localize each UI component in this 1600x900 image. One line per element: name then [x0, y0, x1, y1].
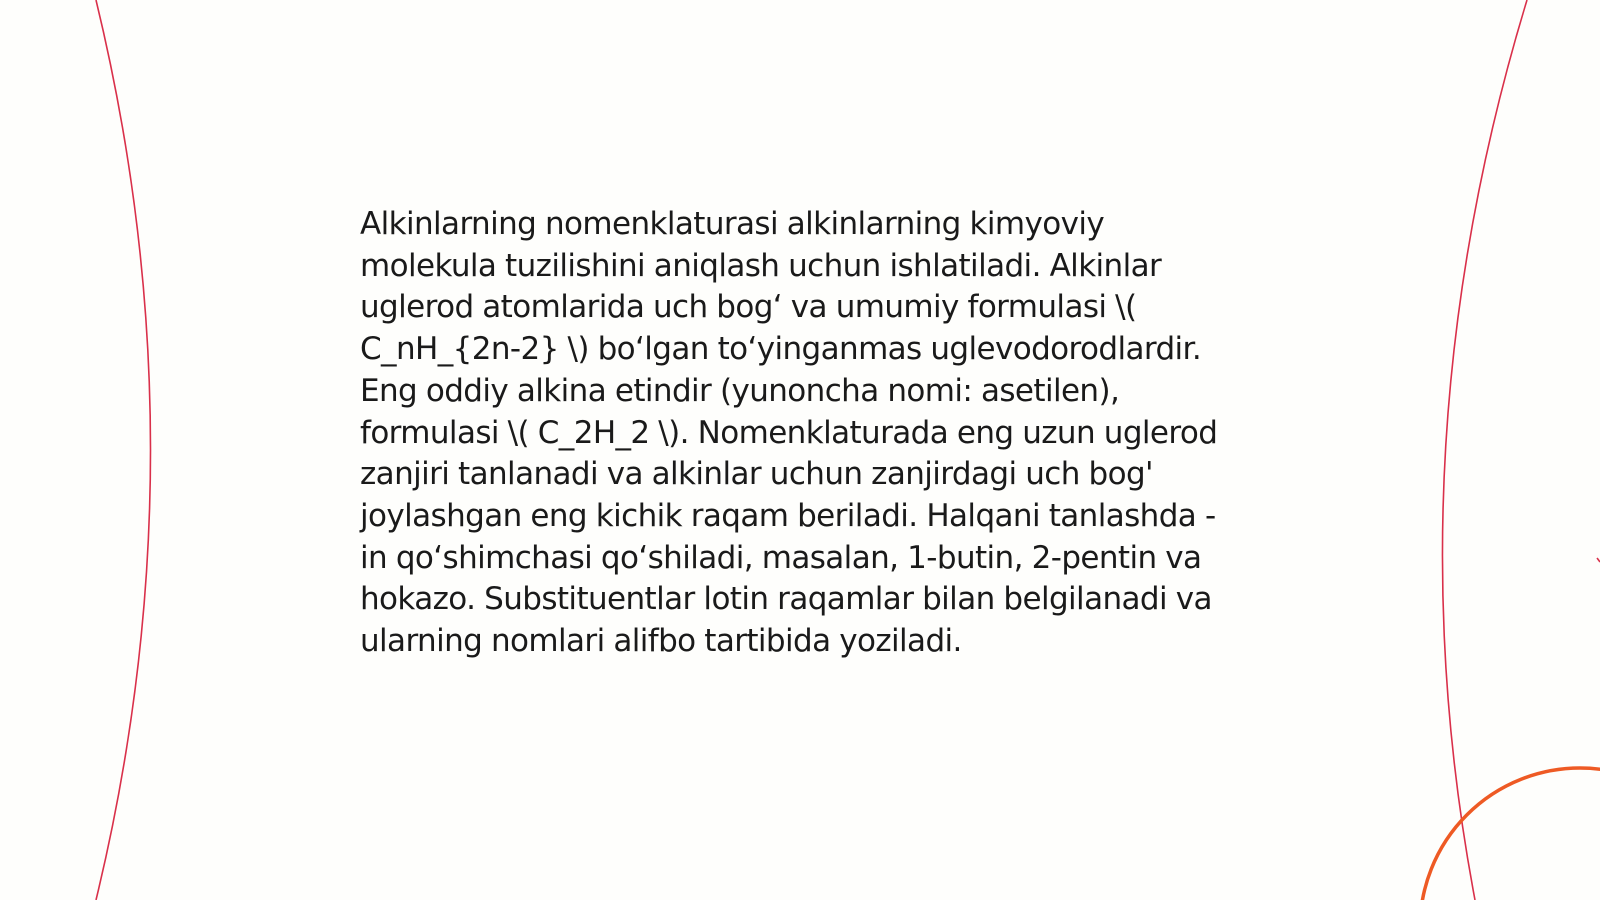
slide-body-text: Alkinlarning nomenklaturasi alkinlarning kimyoviy molekula tuzilishini aniqlash uchun ishlatiladi. Alkinlar uglerod atomlarida uch bog‘ va umumiy formulasi \( C_nH_{2n-2} \) bo‘lgan to‘yinganmas uglevodorodlardir. Eng oddiy alkina etindir (yunoncha nomi: asetilen), formulasi \( C_2H_2 \). Nomenklaturada eng uzun uglerod zanjiri tanlanadi va alkinlar uchun zanjirdagi uch bog' joylashgan eng kichik raqam beriladi. Halqani tanlashda -in qo‘shimchasi qo‘shiladi, masalan, 1-butin, 2-pentin va hokazo. Substituentlar lotin raqamlar bilan belgilanadi va ularning nomlari alifbo tartibida yoziladi. [360, 206, 1218, 660]
right-curved-line [1442, 0, 1527, 900]
bottom-right-circle [1420, 768, 1600, 900]
left-curved-line [96, 0, 151, 900]
